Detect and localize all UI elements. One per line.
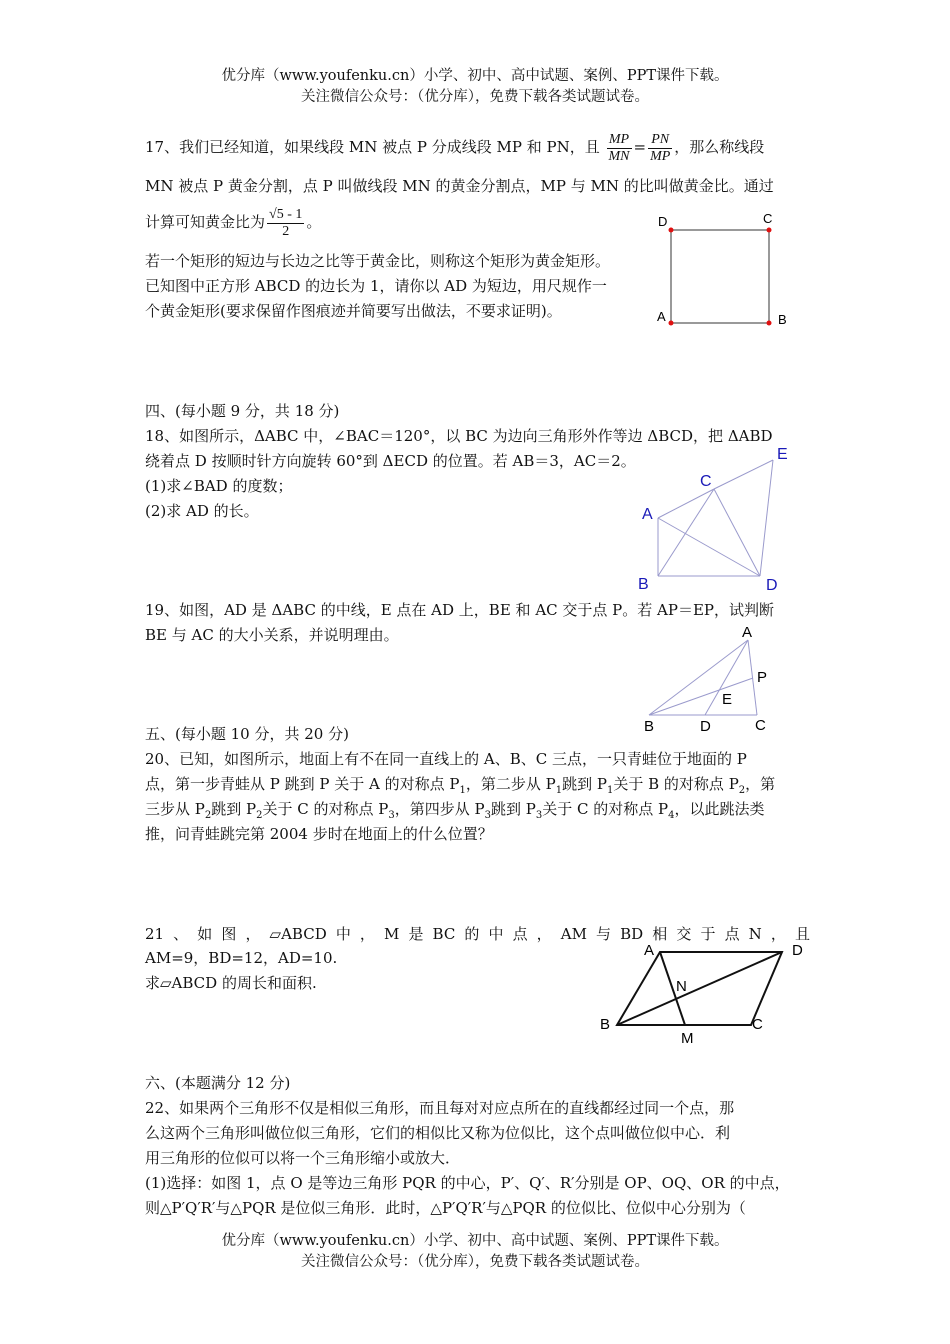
label-e: E [722,691,733,708]
label-a: A [642,506,653,523]
label-d: D [766,577,778,594]
section-6-title: 六、(本题满分 12 分) [145,1074,291,1092]
label-c: C [763,211,773,226]
label-c: C [752,1016,763,1033]
label-p: P [757,669,768,686]
label-a: A [644,942,655,959]
footer-line-2: 关注微信公众号：（优分库），免费下载各类试题试卷。 [301,1254,649,1270]
q17-line1-a: 17、我们已经知道，如果线段 MN 被点 P 分成线段 MP 和 PN，且 [145,138,600,156]
label-b: B [600,1016,611,1033]
q22-line-1: 22、如果两个三角形不仅是相似三角形，而且每对对应点所在的直线都经过同一个点，那 [145,1099,735,1117]
triangle-median-figure [635,620,785,738]
square-abcd-figure [650,208,800,333]
label-e: E [777,446,788,463]
label-c: C [755,717,766,734]
page-footer [0,1231,950,1273]
q22-line-3: 用三角形的位似可以将一个三角形缩小或放大． [145,1149,461,1167]
label-d: D [700,718,711,735]
label-b: B [778,312,787,327]
header-line-2: 关注微信公众号：（优分库），免费下载各类试题试卷。 [301,89,649,105]
q18-line-2: 绕着点 D 按顺时针方向旋转 60°到 ΔECD 的位置。若 AB＝3，AC＝2。 [145,452,636,470]
q20-line-3: 三步从 $P_2$跳到 $P_2$关于 C 的对称点 $P_3$，第四步从 $P_3$跳到 $P_3$关于 C 的对称点 $P_4$，以此跳法类 [145,800,765,821]
label-c: C [700,473,712,490]
q17-line-6: 个黄金矩形(要求保留作图痕迹并简要写出做法，不要求证明)。 [145,302,562,320]
q19-line-1: 19、如图，AD 是 ΔABC 的中线，E 点在 AD 上，BE 和 AC 交于点 P。若 AP＝EP，试判断 [145,601,774,619]
label-d: D [658,214,668,229]
q22-line-5: 则△P′Q′R′与△PQR 是位似三角形．此时，△P′Q′R′与△PQR 的位似比、位似中心分别为（ [145,1199,746,1217]
point-a [669,321,674,326]
point-c [767,228,772,233]
q17-line-3: 计算可知黄金比为 $\frac{√5 - 1}{2}$ 。 [145,206,322,239]
golden-ratio-fraction: $\frac{√5 - 1}{2}$ [269,206,303,239]
q17-line-5: 已知图中正方形 ABCD 的边长为 1，请你以 AD 为短边，用尺规作一 [145,277,607,295]
label-b: B [638,576,649,593]
q20-line-4: 推，问青蛙跳完第 2004 步时在地面上的什么位置？ [145,825,493,843]
question-17 [145,126,810,168]
header-line-1: 优分库（www.youfenku.cn）小学、初中、高中试题、案例、PPT课件下载。 [221,68,729,84]
point-d [669,228,674,233]
section-4-title: 四、(每小题 9 分，共 18 分) [145,402,340,420]
q17-line1-b: ，那么称线段 [674,138,765,156]
q18-line-3: (1)求∠BAD 的度数； [145,477,293,495]
q18-line-4: (2)求 AD 的长。 [145,502,259,520]
fraction-pn-mp: $\frac{PN}{MP}$ [650,131,671,164]
label-a: A [742,624,753,641]
label-b: B [644,718,655,735]
q21-line-2: AM=9，BD=12，AD=10. [145,949,338,967]
label-d: D [792,942,803,959]
label-m: M [681,1030,694,1047]
footer-line-1: 优分库（www.youfenku.cn）小学、初中、高中试题、案例、PPT课件下载。 [221,1233,729,1249]
q18-line-1: 18、如图所示，ΔABC 中，∠BAC＝120°，以 BC 为边向三角形外作等边 ΔBCD，把 ΔABD [145,427,773,445]
triangle-abc-figure [630,440,810,598]
section-5-title: 五、(每小题 10 分，共 20 分) [145,725,349,743]
label-a: A [657,309,666,324]
q21-line-3: 求▱ABCD 的周长和面积. [145,974,317,992]
q19-line-2: BE 与 AC 的大小关系，并说明理由。 [145,626,399,644]
q17-line-4: 若一个矩形的短边与长边之比等于黄金比，则称这个矩形为黄金矩形。 [145,252,611,270]
q22-line-4: (1)选择：如图 1，点 O 是等边三角形 PQR 的中心，P′、Q′、R′分别是 OP、OQ、OR 的中点， [145,1174,790,1192]
label-n: N [676,978,687,995]
q20-line-2: 点，第一步青蛙从 P 跳到 P 关于 A 的对称点 $P_1$，第二步从 $P_1$跳到 $P_1$关于 B 的对称点 $P_2$，第 [145,775,776,796]
square-outline [671,230,769,323]
page-header [0,66,950,108]
point-b [767,321,772,326]
parallelogram-figure [592,938,817,1050]
q20-line-1: 20、已知，如图所示，地面上有不在同一直线上的 A、B、C 三点，一只青蛙位于地面的 P [145,750,747,768]
q17-line-2: MN 被点 P 黄金分割，点 P 叫做线段 MN 的黄金分割点，MP 与 MN 的比叫做黄金比。通过 [145,177,774,195]
q22-line-2: 么这两个三角形叫做位似三角形，它们的相似比又称为位似比，这个点叫做位似中心．利 [145,1124,731,1142]
fraction-mp-mn: $\frac{MP}{MN}$ [608,131,630,164]
equals-sign: = [633,138,647,156]
q21-line-1: 21 、 如 图 ， ▱ABCD 中 ， M 是 BC 的 中 点 ， AM 与 BD 相 交 于 点 N ， 且 [145,925,810,943]
